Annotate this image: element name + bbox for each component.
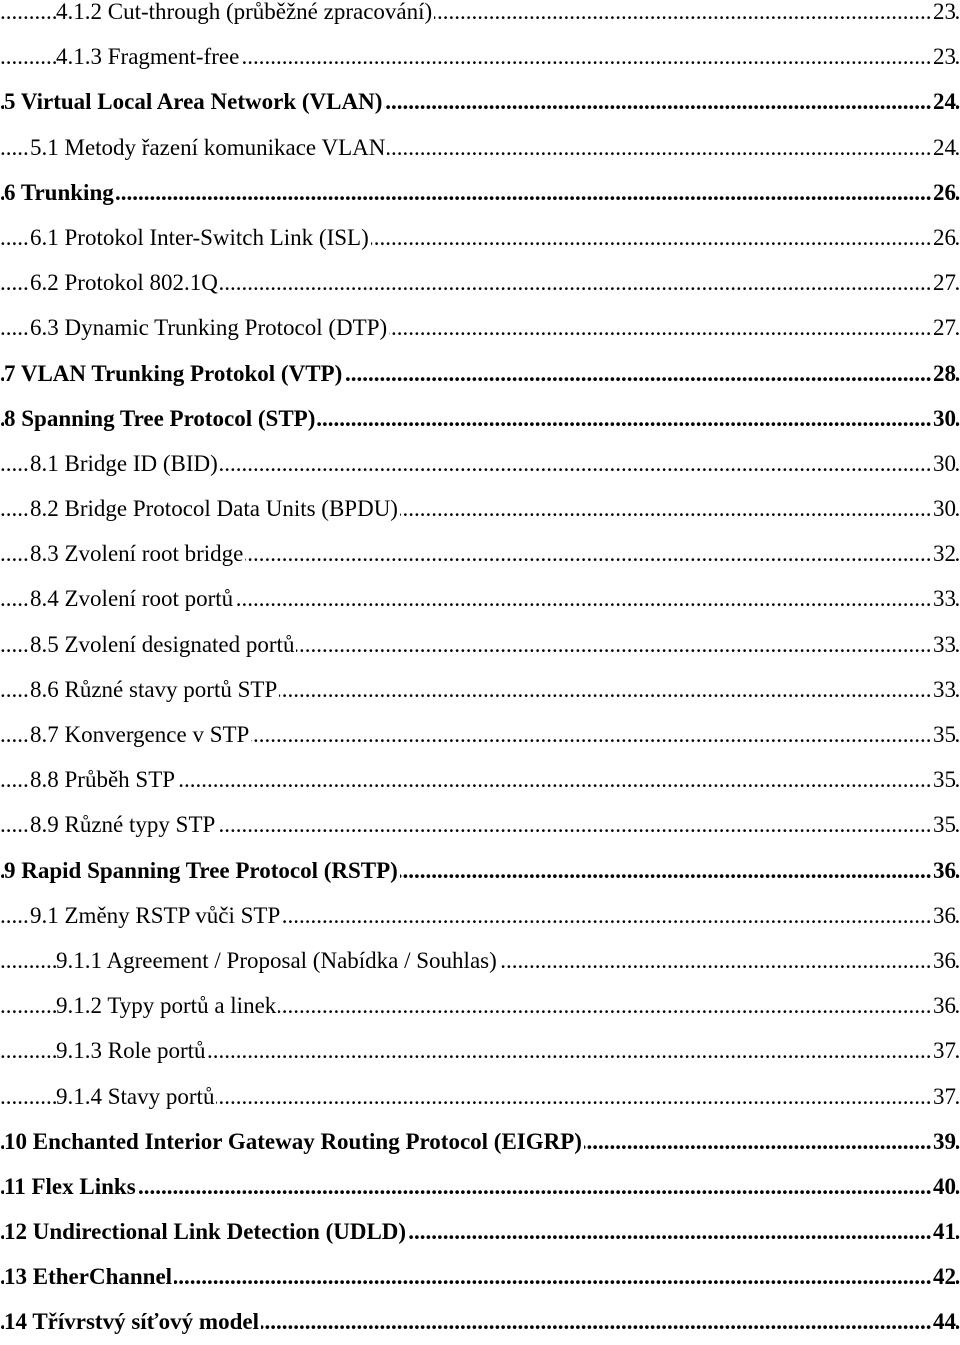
toc-entry-title: 4.1.2 Cut-through (průběžné zpracování) <box>56 0 434 34</box>
toc-entry-title: 8.4 Zvolení root portů <box>30 576 235 621</box>
toc-entry-title: 8.8 Průběh STP <box>30 757 177 802</box>
toc-entry[interactable] <box>0 1164 960 1209</box>
toc-entry[interactable] <box>0 983 960 1028</box>
toc-entry[interactable] <box>0 125 960 170</box>
toc-entry-title: 9.1.1 Agreement / Proposal (Nabídka / Souhlas) <box>56 938 499 983</box>
toc-entry[interactable] <box>0 802 960 847</box>
toc-entry-title: 8.2 Bridge Protocol Data Units (BPDU) <box>30 486 400 531</box>
toc-entry-page-number: 27 <box>931 305 956 350</box>
toc-entry[interactable] <box>0 215 960 260</box>
toc-entry-page-number: 30 <box>931 486 956 531</box>
toc-entry-page-number: 30 <box>931 441 956 486</box>
toc-entry-title: 7 VLAN Trunking Protokol (VTP) <box>4 351 344 396</box>
toc-entry-page-number: 23 <box>931 0 956 34</box>
toc-entry[interactable] <box>0 622 960 667</box>
toc-entry-page-number: 32 <box>931 531 956 576</box>
toc-entry[interactable] <box>0 667 960 712</box>
toc-entry-page-number: 41 <box>931 1209 956 1254</box>
toc-entry-title: 10 Enchanted Interior Gateway Routing Protocol (EIGRP) <box>4 1119 584 1164</box>
toc-entry-title: 6.2 Protokol 802.1Q <box>30 260 220 305</box>
toc-entry[interactable] <box>0 1119 960 1164</box>
toc-entry-page-number: 36 <box>931 983 956 1028</box>
toc-entry-page-number: 30 <box>931 396 956 441</box>
toc-entry-title: 8.3 Zvolení root bridge <box>30 531 245 576</box>
toc-entry[interactable] <box>0 1074 960 1119</box>
toc-entry-title: 8.5 Zvolení designated portů <box>30 622 296 667</box>
toc-entry[interactable] <box>0 79 960 124</box>
toc-entry[interactable] <box>0 441 960 486</box>
toc-entry[interactable] <box>0 486 960 531</box>
toc-entry-page-number: 35 <box>931 712 956 757</box>
toc-entry[interactable] <box>0 712 960 757</box>
toc-entry-title: 6 Trunking <box>4 170 116 215</box>
toc-entry-page-number: 33 <box>931 576 956 621</box>
toc-entry[interactable] <box>0 396 960 441</box>
toc-entry-page-number: 40 <box>931 1164 956 1209</box>
toc-entry-page-number: 26 <box>931 170 956 215</box>
toc-entry-title: 14 Třívrstvý síťový model <box>4 1299 261 1344</box>
toc-entry-title: 8.1 Bridge ID (BID) <box>30 441 220 486</box>
toc-entry[interactable] <box>0 170 960 215</box>
toc-entry[interactable] <box>0 305 960 350</box>
toc-entry[interactable] <box>0 1254 960 1299</box>
toc-entry-page-number: 23 <box>931 34 956 79</box>
toc-entry-page-number: 39 <box>931 1119 956 1164</box>
toc-entry-page-number: 27 <box>931 260 956 305</box>
toc-entry-title: 6.3 Dynamic Trunking Protocol (DTP) <box>30 305 389 350</box>
toc-entry[interactable] <box>0 34 960 79</box>
toc-entry-page-number: 36 <box>931 848 956 893</box>
toc-entry-page-number: 33 <box>931 667 956 712</box>
toc-entry-title: 8 Spanning Tree Protocol (STP) <box>4 396 317 441</box>
toc-entry[interactable] <box>0 938 960 983</box>
toc-entry-page-number: 44 <box>931 1299 956 1344</box>
toc-entry[interactable] <box>0 260 960 305</box>
toc-entry-title: 9 Rapid Spanning Tree Protocol (RSTP) <box>4 848 400 893</box>
toc-entry-title: 12 Undirectional Link Detection (UDLD) <box>4 1209 408 1254</box>
toc-entry-title: 8.7 Konvergence v STP <box>30 712 251 757</box>
toc-entry[interactable] <box>0 1299 960 1344</box>
toc-entry-page-number: 37 <box>931 1074 956 1119</box>
toc-entry-page-number: 33 <box>931 622 956 667</box>
toc-entry[interactable] <box>0 531 960 576</box>
toc-entry-page-number: 26 <box>931 215 956 260</box>
toc-entry-page-number: 36 <box>931 893 956 938</box>
toc-dot-leader <box>0 1164 960 1209</box>
toc-entry[interactable] <box>0 351 960 396</box>
toc-entry-title: 6.1 Protokol Inter-Switch Link (ISL) <box>30 215 371 260</box>
toc-entry-title: 5.1 Metody řazení komunikace VLAN <box>30 125 387 170</box>
toc-entry-page-number: 28 <box>931 351 956 396</box>
toc-entry-page-number: 37 <box>931 1028 956 1073</box>
toc-entry[interactable] <box>0 757 960 802</box>
toc-entry[interactable] <box>0 848 960 893</box>
toc-entry[interactable] <box>0 576 960 621</box>
toc-entry-title: 9.1.4 Stavy portů <box>56 1074 216 1119</box>
toc-entry-title: 8.6 Různé stavy portů STP <box>30 667 279 712</box>
toc-entry-title: 4.1.3 Fragment-free <box>56 34 241 79</box>
toc-entry-page-number: 36 <box>931 938 956 983</box>
toc-entry-page-number: 24 <box>931 79 956 124</box>
toc-entry-title: 9.1.3 Role portů <box>56 1028 208 1073</box>
toc-entry[interactable] <box>0 1028 960 1073</box>
toc-entry-title: 8.9 Různé typy STP <box>30 802 217 847</box>
toc-entry-page-number: 35 <box>931 757 956 802</box>
toc-entry[interactable] <box>0 1209 960 1254</box>
toc-entry-title: 11 Flex Links <box>4 1164 138 1209</box>
toc-entry-page-number: 42 <box>931 1254 956 1299</box>
toc-entry-title: 13 EtherChannel <box>4 1254 174 1299</box>
toc-entry-page-number: 35 <box>931 802 956 847</box>
toc-entry[interactable] <box>0 0 960 34</box>
toc-entry-page-number: 24 <box>931 125 956 170</box>
toc-dot-leader <box>0 170 960 215</box>
toc-entry-title: 9.1.2 Typy portů a linek <box>56 983 278 1028</box>
toc-entry-title: 5 Virtual Local Area Network (VLAN) <box>4 79 384 124</box>
toc-entry[interactable] <box>0 893 960 938</box>
toc-entry-title: 9.1 Změny RSTP vůči STP <box>30 893 282 938</box>
